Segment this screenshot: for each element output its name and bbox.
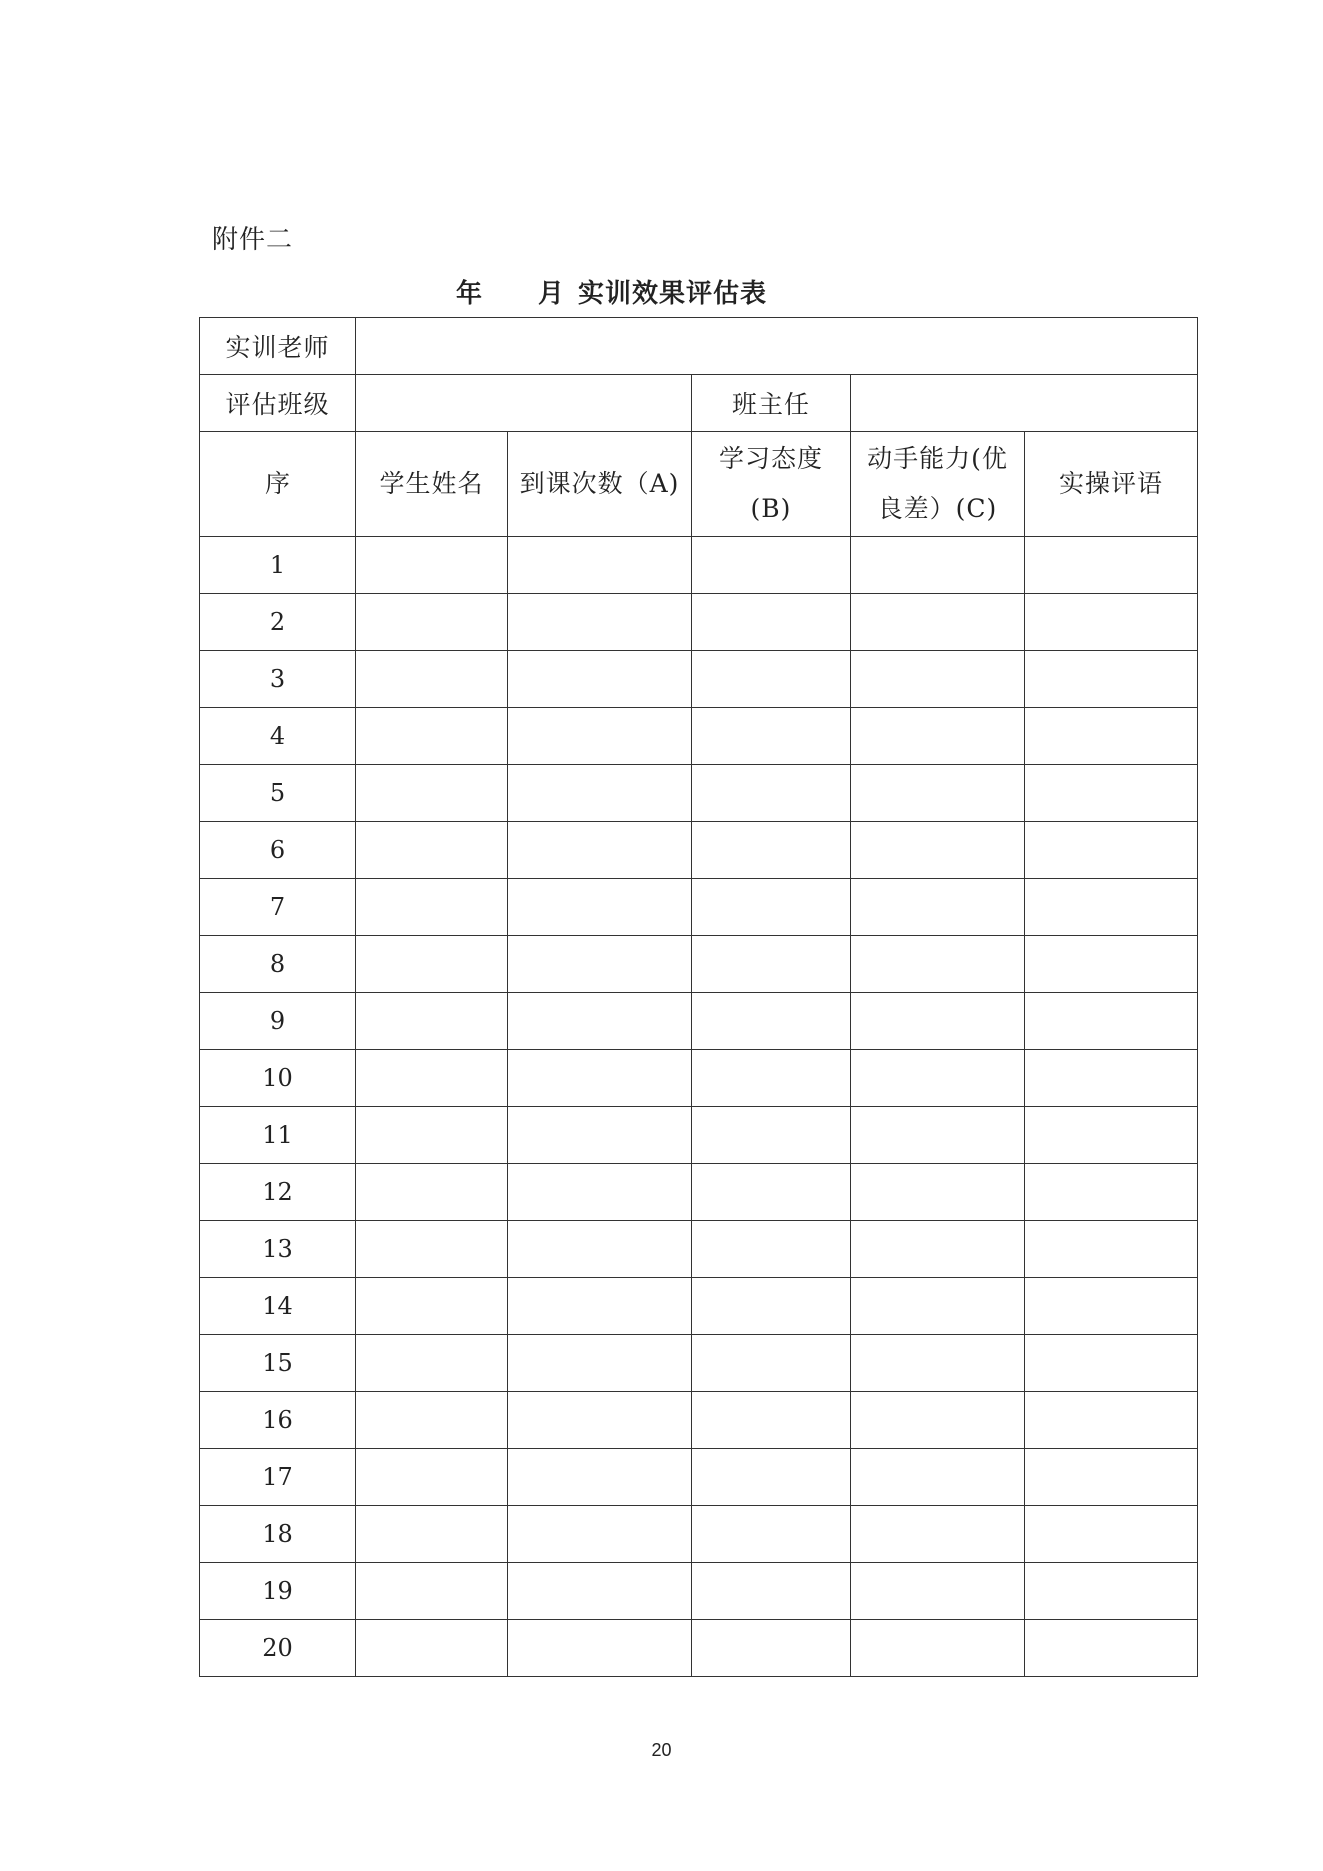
- student-name-cell[interactable]: [356, 765, 508, 822]
- title-name: 实训效果评估表: [578, 279, 768, 309]
- table-row: [200, 1221, 1198, 1278]
- student-name-cell[interactable]: [356, 1392, 508, 1449]
- hands-on-cell[interactable]: [851, 1563, 1025, 1620]
- attendance-cell[interactable]: [508, 537, 692, 594]
- attendance-cell[interactable]: [508, 765, 692, 822]
- comment-cell[interactable]: [1025, 1506, 1198, 1563]
- attitude-cell[interactable]: [692, 1392, 851, 1449]
- comment-cell[interactable]: [1025, 822, 1198, 879]
- attitude-cell[interactable]: [692, 1107, 851, 1164]
- comment-cell[interactable]: [1025, 1164, 1198, 1221]
- student-name-cell[interactable]: [356, 708, 508, 765]
- hands-on-cell[interactable]: [851, 651, 1025, 708]
- attendance-cell[interactable]: [508, 1278, 692, 1335]
- hands-on-cell[interactable]: [851, 594, 1025, 651]
- attendance-cell[interactable]: [508, 822, 692, 879]
- table-row: [200, 1449, 1198, 1506]
- comment-cell[interactable]: [1025, 537, 1198, 594]
- attitude-cell[interactable]: [692, 1335, 851, 1392]
- col-index-header: 序: [200, 432, 356, 537]
- student-name-cell[interactable]: [356, 1620, 508, 1677]
- table-row: [200, 765, 1198, 822]
- table-row: [200, 1392, 1198, 1449]
- attitude-cell[interactable]: [692, 1050, 851, 1107]
- attitude-cell[interactable]: [692, 1449, 851, 1506]
- student-name-cell[interactable]: [356, 822, 508, 879]
- attachment-label: 附件二: [212, 225, 294, 255]
- attitude-cell[interactable]: [692, 1563, 851, 1620]
- comment-cell[interactable]: [1025, 1620, 1198, 1677]
- student-name-cell[interactable]: [356, 1506, 508, 1563]
- row-index: 15: [200, 1335, 356, 1392]
- attendance-cell[interactable]: [508, 1449, 692, 1506]
- page-number: 20: [651, 1740, 672, 1760]
- col-hands-on-line1: 动手能力(优: [867, 444, 1008, 473]
- hands-on-cell[interactable]: [851, 1107, 1025, 1164]
- student-name-cell[interactable]: [356, 1221, 508, 1278]
- comment-cell[interactable]: [1025, 708, 1198, 765]
- class-row: [200, 375, 1198, 432]
- student-name-cell[interactable]: [356, 651, 508, 708]
- col-hands-on-header: [851, 432, 1025, 537]
- hands-on-cell[interactable]: [851, 879, 1025, 936]
- hands-on-cell[interactable]: [851, 765, 1025, 822]
- evaluation-table: [199, 317, 1198, 1677]
- comment-cell[interactable]: [1025, 1278, 1198, 1335]
- comment-cell[interactable]: [1025, 993, 1198, 1050]
- comment-cell[interactable]: [1025, 936, 1198, 993]
- hands-on-cell[interactable]: [851, 936, 1025, 993]
- hands-on-cell[interactable]: [851, 1392, 1025, 1449]
- table-row: [200, 1164, 1198, 1221]
- attendance-cell[interactable]: [508, 1392, 692, 1449]
- row-index: 18: [200, 1506, 356, 1563]
- table-row: [200, 936, 1198, 993]
- hands-on-cell[interactable]: [851, 993, 1025, 1050]
- attitude-cell[interactable]: [692, 1506, 851, 1563]
- row-index: 2: [200, 594, 356, 651]
- row-index: 8: [200, 936, 356, 993]
- teacher-row: [200, 318, 1198, 375]
- student-name-cell[interactable]: [356, 1449, 508, 1506]
- row-index: 13: [200, 1221, 356, 1278]
- row-index: 5: [200, 765, 356, 822]
- class-value-cell[interactable]: [356, 375, 692, 432]
- table-row: [200, 1506, 1198, 1563]
- student-name-cell[interactable]: [356, 1278, 508, 1335]
- row-index: 17: [200, 1449, 356, 1506]
- hands-on-cell[interactable]: [851, 1506, 1025, 1563]
- attitude-cell[interactable]: [692, 708, 851, 765]
- row-index: 12: [200, 1164, 356, 1221]
- table-row: [200, 879, 1198, 936]
- comment-cell[interactable]: [1025, 1563, 1198, 1620]
- attendance-cell[interactable]: [508, 708, 692, 765]
- table-row: [200, 537, 1198, 594]
- table-row: [200, 1107, 1198, 1164]
- attitude-cell[interactable]: [692, 879, 851, 936]
- hands-on-cell[interactable]: [851, 537, 1025, 594]
- student-name-cell[interactable]: [356, 537, 508, 594]
- form-title: [0, 274, 1323, 314]
- row-index: 1: [200, 537, 356, 594]
- student-name-cell[interactable]: [356, 1050, 508, 1107]
- row-index: 11: [200, 1107, 356, 1164]
- col-attitude-header: [692, 432, 851, 537]
- title-month: 月: [538, 279, 565, 309]
- comment-cell[interactable]: [1025, 594, 1198, 651]
- attendance-cell[interactable]: [508, 1221, 692, 1278]
- comment-cell[interactable]: [1025, 765, 1198, 822]
- attitude-cell[interactable]: [692, 594, 851, 651]
- attendance-cell[interactable]: [508, 1506, 692, 1563]
- col-student-name-header: 学生姓名: [356, 432, 508, 537]
- comment-cell[interactable]: [1025, 1335, 1198, 1392]
- hands-on-cell[interactable]: [851, 822, 1025, 879]
- student-name-cell[interactable]: [356, 1164, 508, 1221]
- attitude-cell[interactable]: [692, 1620, 851, 1677]
- table-row: [200, 993, 1198, 1050]
- table-row: [200, 1620, 1198, 1677]
- hands-on-cell[interactable]: [851, 1620, 1025, 1677]
- row-index: 3: [200, 651, 356, 708]
- attitude-cell[interactable]: [692, 765, 851, 822]
- col-attendance-header: 到课次数（A): [508, 432, 692, 537]
- table-row: [200, 1278, 1198, 1335]
- head-teacher-label: 班主任: [692, 375, 851, 432]
- hands-on-cell[interactable]: [851, 708, 1025, 765]
- row-index: 7: [200, 879, 356, 936]
- attendance-cell[interactable]: [508, 594, 692, 651]
- attendance-cell[interactable]: [508, 936, 692, 993]
- col-hands-on-line2: 良差）(C): [877, 494, 998, 523]
- column-header-row: [200, 432, 1198, 537]
- student-name-cell[interactable]: [356, 1563, 508, 1620]
- attendance-cell[interactable]: [508, 651, 692, 708]
- comment-cell[interactable]: [1025, 651, 1198, 708]
- attitude-cell[interactable]: [692, 537, 851, 594]
- student-name-cell[interactable]: [356, 936, 508, 993]
- attitude-cell[interactable]: [692, 1221, 851, 1278]
- row-index: 6: [200, 822, 356, 879]
- hands-on-cell[interactable]: [851, 1164, 1025, 1221]
- teacher-value-cell[interactable]: [356, 318, 1198, 375]
- comment-cell[interactable]: [1025, 1221, 1198, 1278]
- table-row: [200, 1563, 1198, 1620]
- attitude-cell[interactable]: [692, 993, 851, 1050]
- row-index: 16: [200, 1392, 356, 1449]
- table-row: [200, 708, 1198, 765]
- comment-cell[interactable]: [1025, 1449, 1198, 1506]
- row-index: 20: [200, 1620, 356, 1677]
- row-index: 14: [200, 1278, 356, 1335]
- table-row: [200, 651, 1198, 708]
- row-index: 9: [200, 993, 356, 1050]
- title-year: 年: [456, 279, 483, 309]
- comment-cell[interactable]: [1025, 879, 1198, 936]
- hands-on-cell[interactable]: [851, 1335, 1025, 1392]
- hands-on-cell[interactable]: [851, 1050, 1025, 1107]
- row-index: 4: [200, 708, 356, 765]
- hands-on-cell[interactable]: [851, 1221, 1025, 1278]
- hands-on-cell[interactable]: [851, 1449, 1025, 1506]
- col-attitude-line2: (B): [750, 494, 792, 523]
- attendance-cell[interactable]: [508, 1164, 692, 1221]
- table-row: [200, 822, 1198, 879]
- attitude-cell[interactable]: [692, 1164, 851, 1221]
- attendance-cell[interactable]: [508, 1050, 692, 1107]
- attitude-cell[interactable]: [692, 936, 851, 993]
- comment-cell[interactable]: [1025, 1107, 1198, 1164]
- table-row: [200, 1050, 1198, 1107]
- attitude-cell[interactable]: [692, 1278, 851, 1335]
- attendance-cell[interactable]: [508, 1335, 692, 1392]
- head-teacher-value-cell[interactable]: [851, 375, 1198, 432]
- col-comment-header: 实操评语: [1025, 432, 1198, 537]
- student-name-cell[interactable]: [356, 594, 508, 651]
- student-name-cell[interactable]: [356, 1335, 508, 1392]
- student-name-cell[interactable]: [356, 879, 508, 936]
- attitude-cell[interactable]: [692, 651, 851, 708]
- attendance-cell[interactable]: [508, 879, 692, 936]
- comment-cell[interactable]: [1025, 1050, 1198, 1107]
- attitude-cell[interactable]: [692, 822, 851, 879]
- row-index: 19: [200, 1563, 356, 1620]
- attendance-cell[interactable]: [508, 993, 692, 1050]
- attendance-cell[interactable]: [508, 1107, 692, 1164]
- attendance-cell[interactable]: [508, 1563, 692, 1620]
- table-row: [200, 1335, 1198, 1392]
- table-row: [200, 594, 1198, 651]
- student-name-cell[interactable]: [356, 993, 508, 1050]
- student-name-cell[interactable]: [356, 1107, 508, 1164]
- col-attitude-line1: 学习态度: [718, 444, 823, 473]
- teacher-label: 实训老师: [200, 318, 356, 375]
- attendance-cell[interactable]: [508, 1620, 692, 1677]
- row-index: 10: [200, 1050, 356, 1107]
- comment-cell[interactable]: [1025, 1392, 1198, 1449]
- hands-on-cell[interactable]: [851, 1278, 1025, 1335]
- class-label: 评估班级: [200, 375, 356, 432]
